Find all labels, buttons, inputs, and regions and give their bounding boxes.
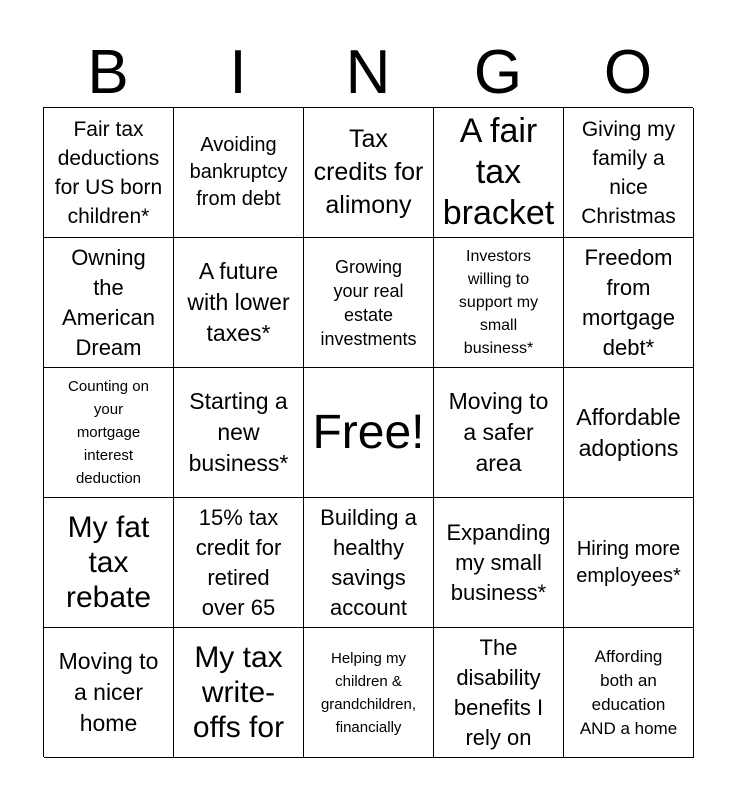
bingo-cell[interactable] (434, 498, 564, 628)
cell-text: Building a healthy savings account (320, 504, 417, 620)
cell-text: Tax credits for alimony (313, 125, 424, 219)
bingo-cell[interactable] (44, 498, 174, 628)
header-letter-n: N (345, 38, 391, 107)
bingo-cell[interactable] (174, 108, 304, 238)
cell-text: Helping my children & grandchildren, financially (320, 649, 417, 736)
cell-text: A fair tax bracket (442, 112, 555, 232)
bingo-cell[interactable] (564, 368, 694, 498)
bingo-cell[interactable] (434, 238, 564, 368)
header-letter-i: I (229, 38, 247, 107)
cell-text: Moving to a nicer home (58, 648, 159, 736)
bingo-cell[interactable] (174, 368, 304, 498)
bingo-cell[interactable] (44, 238, 174, 368)
cell-text: My tax write- offs for (192, 641, 285, 744)
bingo-cell[interactable] (174, 628, 304, 758)
bingo-cell[interactable] (304, 628, 434, 758)
cell-text: Expanding my small business* (446, 519, 551, 605)
cell-text: The disability benefits I rely on (453, 634, 544, 750)
bingo-cell[interactable] (564, 238, 694, 368)
bingo-cell[interactable] (434, 628, 564, 758)
cell-text: Starting a new business* (188, 388, 289, 476)
cell-text: My fat tax rebate (65, 511, 152, 614)
bingo-cell[interactable] (304, 238, 434, 368)
bingo-header (43, 40, 693, 106)
bingo-cell[interactable] (44, 368, 174, 498)
bingo-cell[interactable] (174, 498, 304, 628)
cell-text: Moving to a safer area (448, 388, 549, 476)
cell-text: Counting on your mortgage interest deduction (68, 378, 149, 487)
bingo-cell[interactable] (564, 628, 694, 758)
cell-text: Avoiding bankruptcy from debt (189, 134, 288, 210)
bingo-grid (43, 107, 693, 757)
header-letter-o: O (603, 38, 653, 107)
header-letter-g: G (473, 38, 523, 107)
cell-text: 15% tax credit for retired over 65 (195, 504, 282, 620)
bingo-cell[interactable] (304, 108, 434, 238)
bingo-cell[interactable] (564, 108, 694, 238)
free-space-text: Free! (312, 405, 425, 459)
cell-text: Freedom from mortgage debt* (582, 244, 675, 360)
cell-text: Growing your real estate investments (320, 256, 417, 349)
cell-text: A future with lower taxes* (187, 258, 290, 346)
bingo-cell[interactable] (564, 498, 694, 628)
cell-text: Fair tax deductions for US born children* (54, 117, 163, 228)
bingo-cell[interactable] (434, 368, 564, 498)
bingo-cell-free[interactable] (304, 368, 434, 498)
cell-text: Giving my family a nice Christmas (581, 117, 676, 228)
cell-text: Owning the American Dream (62, 244, 155, 360)
cell-text: Affordable adoptions (576, 403, 681, 461)
cell-text: Hiring more employees* (576, 537, 681, 587)
bingo-cell[interactable] (44, 108, 174, 238)
cell-text: Investors willing to support my small business* (458, 248, 539, 357)
bingo-cell[interactable] (44, 628, 174, 758)
bingo-cell[interactable] (304, 498, 434, 628)
cell-text: Affording both an education AND a home (579, 646, 678, 738)
bingo-cell[interactable] (174, 238, 304, 368)
header-letter-b: B (87, 38, 129, 107)
bingo-cell[interactable] (434, 108, 564, 238)
